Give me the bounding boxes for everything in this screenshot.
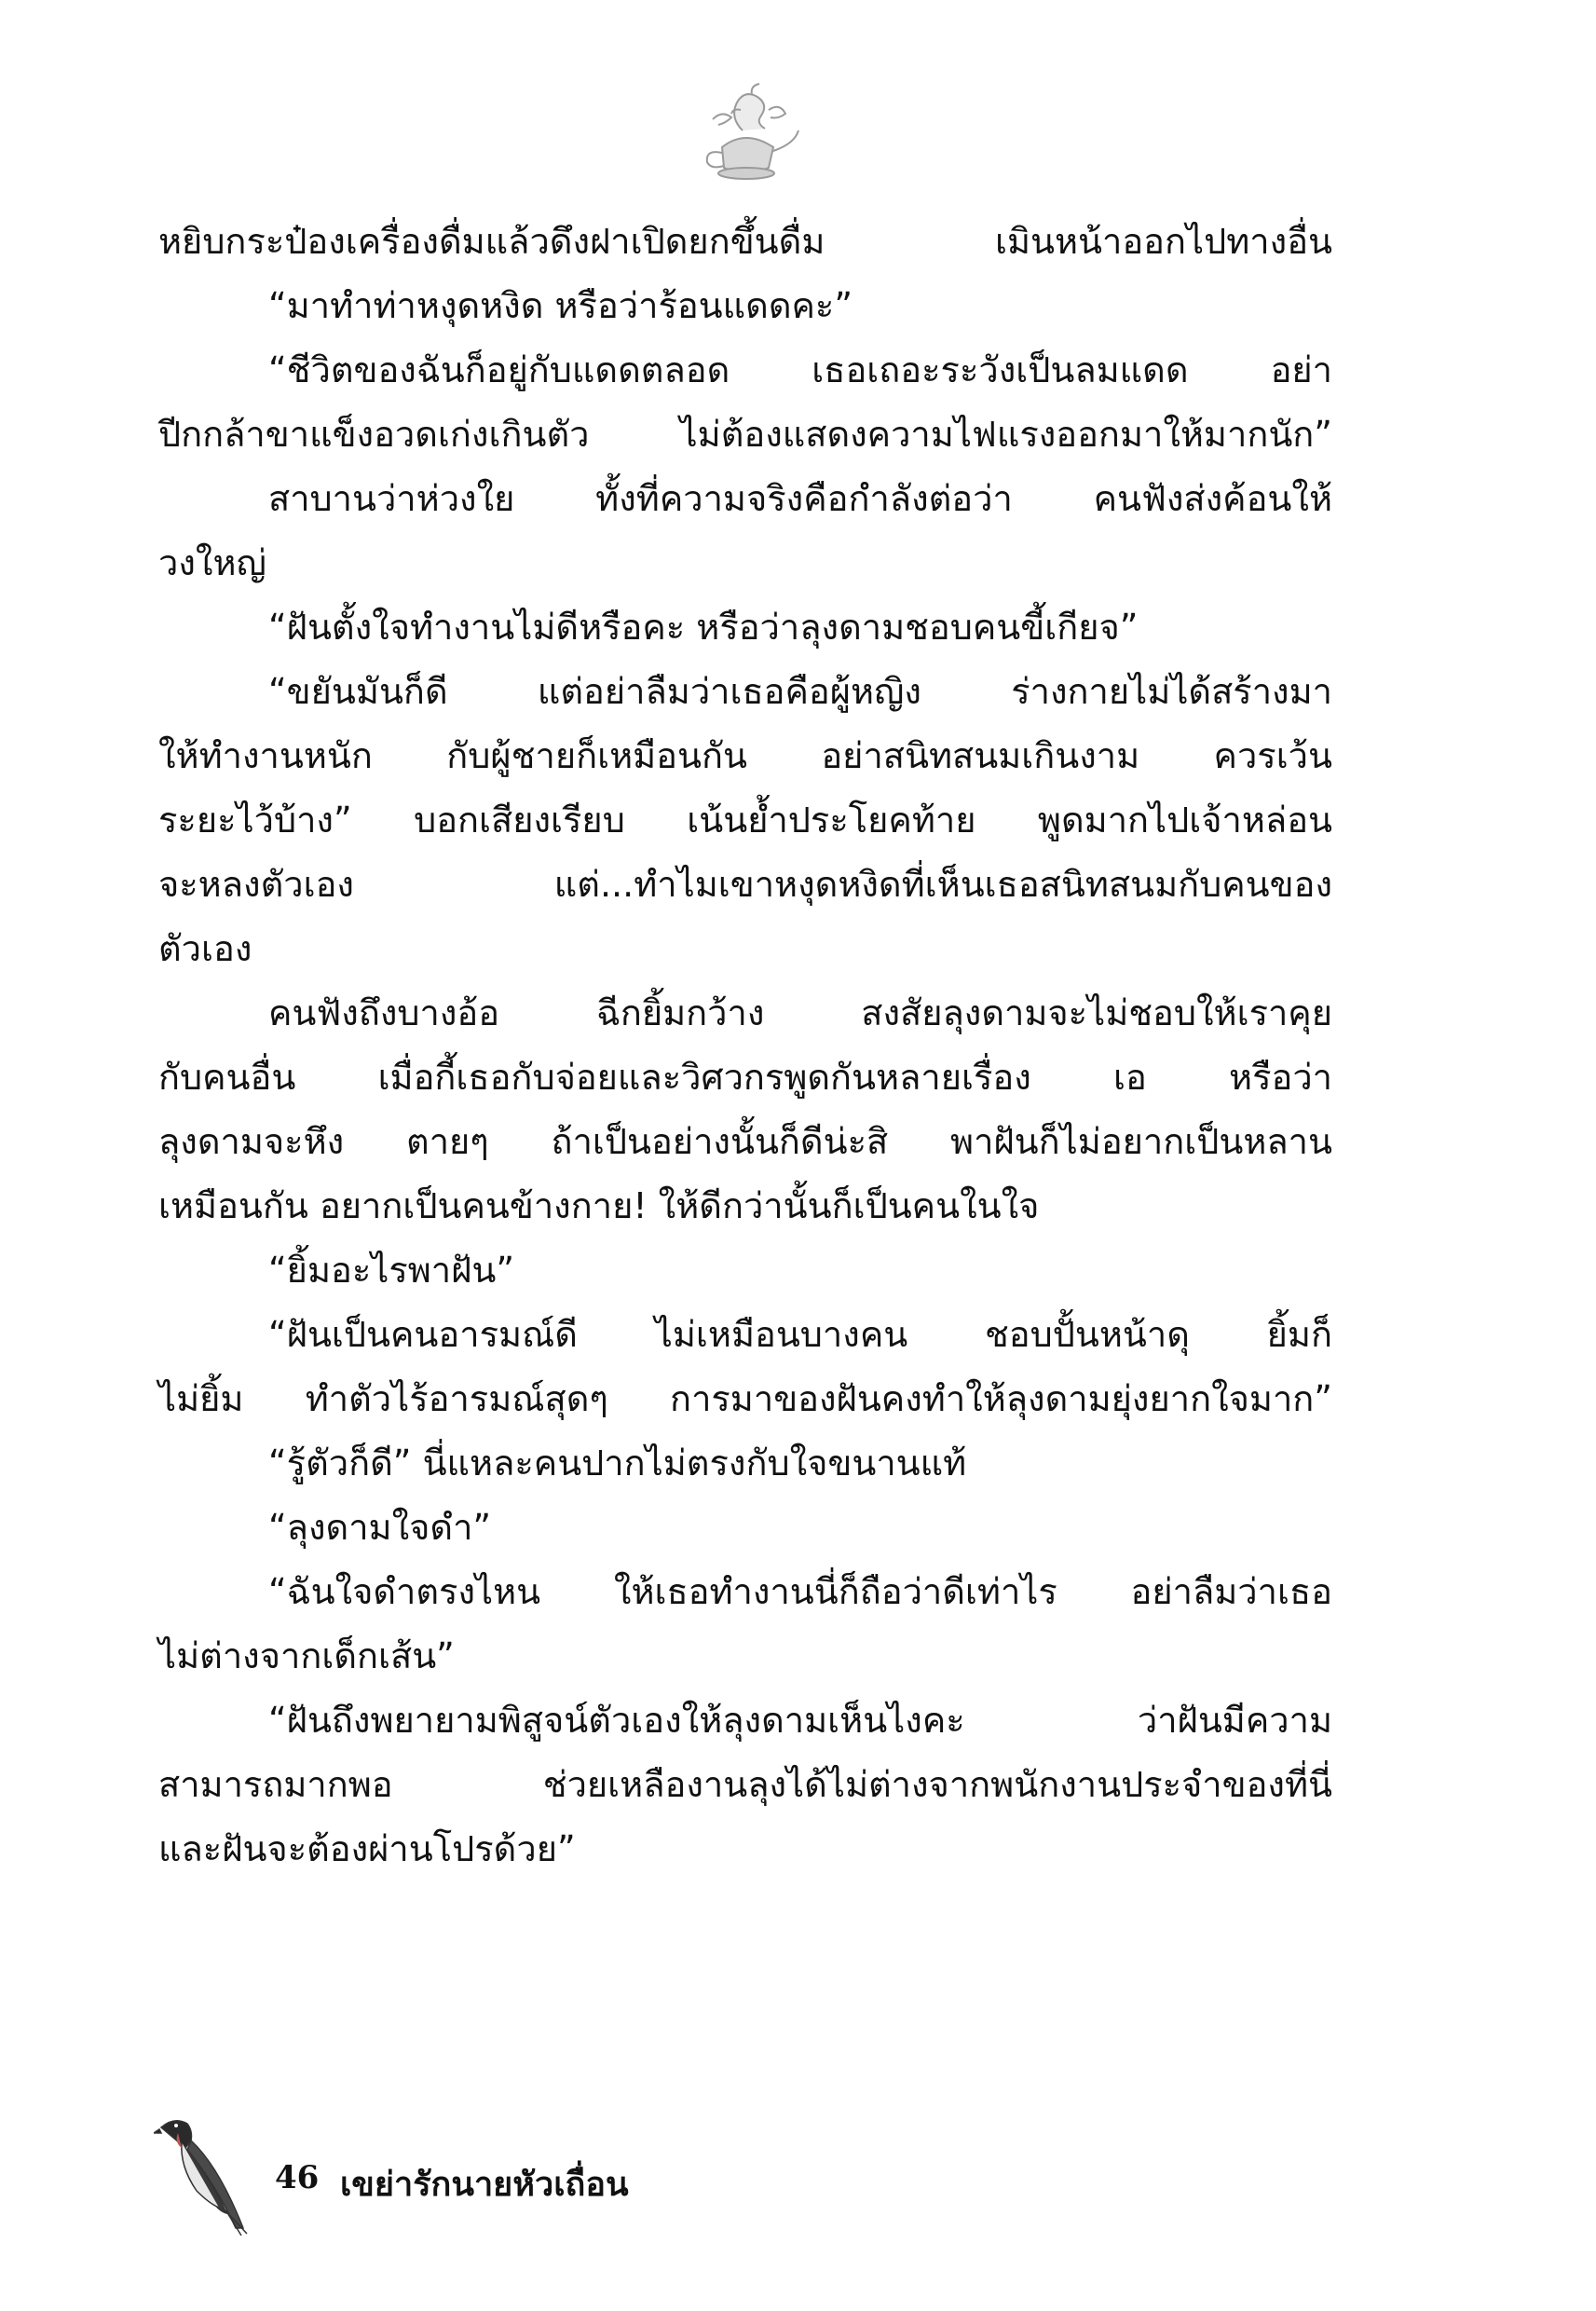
text-line: “ขยันมันก็ดี แต่อย่าลืมว่าเธอคือผู้หญิง ร่างกายไม่ได้สร้างมา [268, 671, 1332, 712]
text-line: หยิบกระป๋องเครื่องดื่มแล้วดึงฝาเปิดยกขึ้นดื่ม เมินหน้าออกไปทางอื่น [158, 221, 1332, 262]
page-number: 46 [275, 2159, 320, 2196]
page-footer [154, 2111, 806, 2241]
text-line: สามารถมากพอ ช่วยเหลืองานลุงได้ไม่ต่างจากพนักงานประจำของที่นี่ [158, 1764, 1332, 1805]
text-line: “ฉันใจดำตรงไหน ให้เธอทำงานนี่ก็ถือว่าดีเท่าไร อย่าลืมว่าเธอ [268, 1571, 1332, 1612]
text-line: “ยิ้มอะไรพาฝัน” [268, 1250, 515, 1291]
swallow-bird-icon [154, 2111, 256, 2236]
text-line: จะหลงตัวเอง แต่...ทำไมเขาหงุดหงิดที่เห็นเธอสนิทสนมกับคนของ [158, 864, 1332, 905]
text-line: “รู้ตัวก็ดี” นี่แหละคนปากไม่ตรงกับใจขนานแท้ [268, 1443, 967, 1484]
book-title: เขย่ารักนายหัวเถื่อน [340, 2166, 629, 2204]
text-line: ระยะไว้บ้าง” บอกเสียงเรียบ เน้นย้ำประโยคท้าย พูดมากไปเจ้าหล่อน [158, 800, 1332, 841]
text-line: ไม่ต่างจากเด็กเส้น” [158, 1635, 455, 1676]
text-line: ปีกกล้าขาแข็งอวดเก่งเกินตัว ไม่ต้องแสดงความไฟแรงออกมาให้มากนัก” [158, 414, 1332, 455]
text-line: สาบานว่าห่วงใย ทั้งที่ความจริงคือกำลังต่อว่า คนฟังส่งค้อนให้ [268, 478, 1332, 519]
text-line: “ฝันเป็นคนอารมณ์ดี ไม่เหมือนบางคน ชอบปั้นหน้าดุ ยิ้มก็ [268, 1314, 1332, 1355]
text-line: “ชีวิตของฉันก็อยู่กับแดดตลอด เธอเถอะระวังเป็นลมแดด อย่า [268, 349, 1332, 390]
text-line: กับคนอื่น เมื่อกี้เธอกับจ่อยและวิศวกรพูดกันหลายเรื่อง เอ หรือว่า [158, 1057, 1332, 1098]
text-line: ไม่ยิ้ม ทำตัวไร้อารมณ์สุดๆ การมาของฝันคงทำให้ลุงดามยุ่งยากใจมาก” [158, 1378, 1332, 1419]
text-line: ให้ทำงานหนัก กับผู้ชายก็เหมือนกัน อย่าสนิทสนมเกินงาม ควรเว้น [158, 735, 1332, 776]
body-text [158, 210, 1332, 1881]
text-line: “มาทำท่าหงุดหงิด หรือว่าร้อนแดดคะ” [268, 285, 853, 326]
teapot-genie-lamp-icon [685, 82, 806, 185]
text-line: คนฟังถึงบางอ้อ ฉีกยิ้มกว้าง สงสัยลุงดามจะไม่ชอบให้เราคุย [268, 992, 1332, 1033]
text-line: วงใหญ่ [158, 542, 266, 583]
text-line: ลุงดามจะหึง ตายๆ ถ้าเป็นอย่างนั้นก็ดีน่ะสิ พาฝันก็ไม่อยากเป็นหลาน [158, 1121, 1332, 1162]
text-line: และฝันจะต้องผ่านโปรด้วย” [158, 1828, 576, 1869]
text-line: “ลุงดามใจดำ” [268, 1507, 492, 1548]
text-line: เหมือนกัน อยากเป็นคนข้างกาย! ให้ดีกว่านั้นก็เป็นคนในใจ [158, 1185, 1040, 1226]
text-line: “ฝันถึงพยายามพิสูจน์ตัวเองให้ลุงดามเห็นไงคะ ว่าฝันมีความ [268, 1700, 1332, 1741]
text-line: ตัวเอง [158, 928, 252, 969]
text-line: “ฝันตั้งใจทำงานไม่ดีหรือคะ หรือว่าลุงดามชอบคนขี้เกียจ” [268, 607, 1139, 648]
